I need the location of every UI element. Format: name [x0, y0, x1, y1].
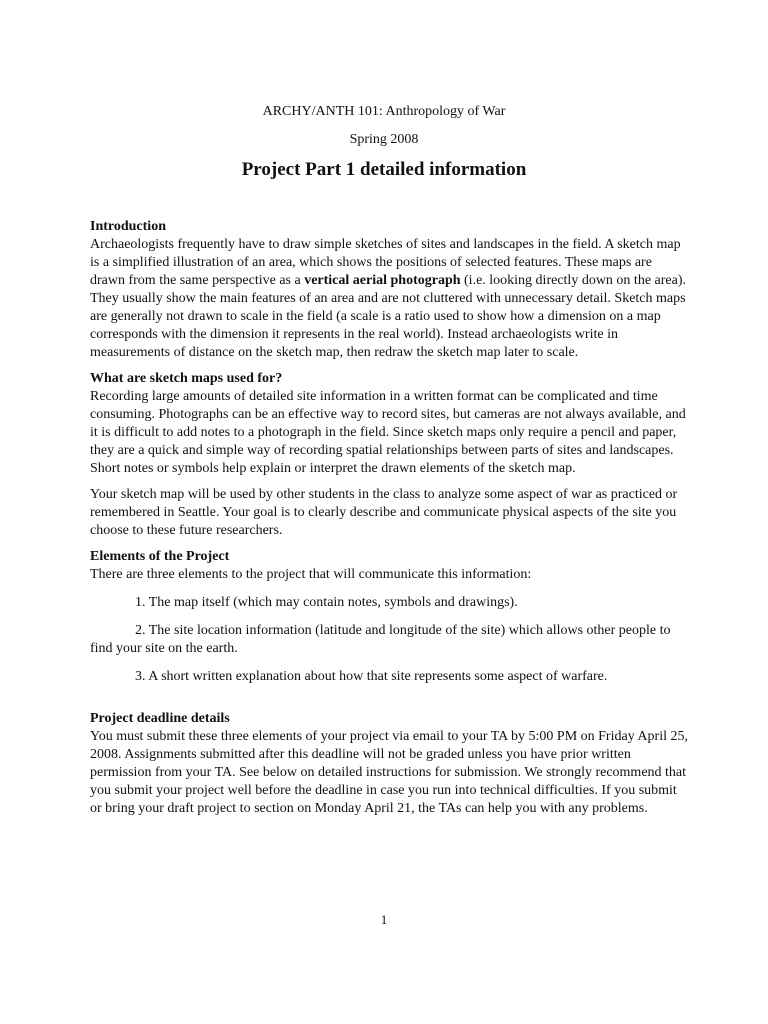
- page-number: 1: [380, 912, 388, 927]
- uses-heading: What are sketch maps used for?: [90, 371, 283, 386]
- list-item: 2. The site location information (latitude and longitude of the site) which allows other people to find your site on the earth.: [90, 623, 671, 656]
- introduction-heading: Introduction: [90, 219, 166, 234]
- introduction-text-b: (i.e. looking directly down on the area). They usually show the main features of an area and are not cluttered with unnecessary detail. Sketch maps are generally not drawn to scale in the field (a scale is a ratio used to show how a dimension on a map corresponds with the dimension it represents in the real world). Instead archaeologists write in measurements of distance on the sketch map, then redraw the sketch map later to scale.: [90, 273, 686, 360]
- introduction-bold-term: vertical aerial photograph: [304, 273, 461, 288]
- goal-paragraph: Your sketch map will be used by other students in the class to analyze some aspect of war as practiced or remembered in Seattle. Your goal is to clearly describe and communicate physical aspects of the site you choose to these future researchers.: [90, 487, 678, 538]
- introduction-paragraph: [90, 236, 690, 362]
- elements-heading: Elements of the Project: [90, 549, 230, 564]
- term-label: Spring 2008: [349, 132, 419, 147]
- uses-paragraph: Recording large amounts of detailed site information in a written format can be complicated and time consuming. Photographs can be an effective way to record sites, but cameras are not always available, and it is difficult to add notes to a photograph in the field. Since sketch maps only require a pencil and paper, they are a quick and simple way of recording spatial relationships between parts of sites and landscapes. Short notes or symbols help explain or interpret the drawn elements of the sketch map.: [90, 389, 686, 476]
- document-body: [90, 218, 690, 818]
- deadline-paragraph: You must submit these three elements of your project via email to your TA by 5:00 PM on Friday April 25, 2008. Assignments submitted after this deadline will not be graded unless you have prior written permission from your TA. See below on detailed instructions for submission. We strongly recommend that you submit your project well before the deadline in case you run into technical difficulties. If you submit or bring your draft project to section on Monday April 21, the TAs can help you with any problems.: [90, 729, 688, 816]
- list-item: 1. The map itself (which may contain notes, symbols and drawings).: [135, 595, 518, 610]
- elements-intro: There are three elements to the project that will communicate this information:: [90, 567, 532, 582]
- document-title: Project Part 1 detailed information: [241, 159, 527, 180]
- course-title: ARCHY/ANTH 101: Anthropology of War: [262, 104, 506, 119]
- list-item: 3. A short written explanation about how that site represents some aspect of warfare.: [135, 669, 608, 684]
- deadline-heading: Project deadline details: [90, 711, 230, 726]
- introduction-text-a: Archaeologists frequently have to draw simple sketches of sites and landscapes in the field. A sketch map is a simplified illustration of an area, which shows the positions of selected features. These maps are drawn from the same perspective as a: [90, 237, 681, 288]
